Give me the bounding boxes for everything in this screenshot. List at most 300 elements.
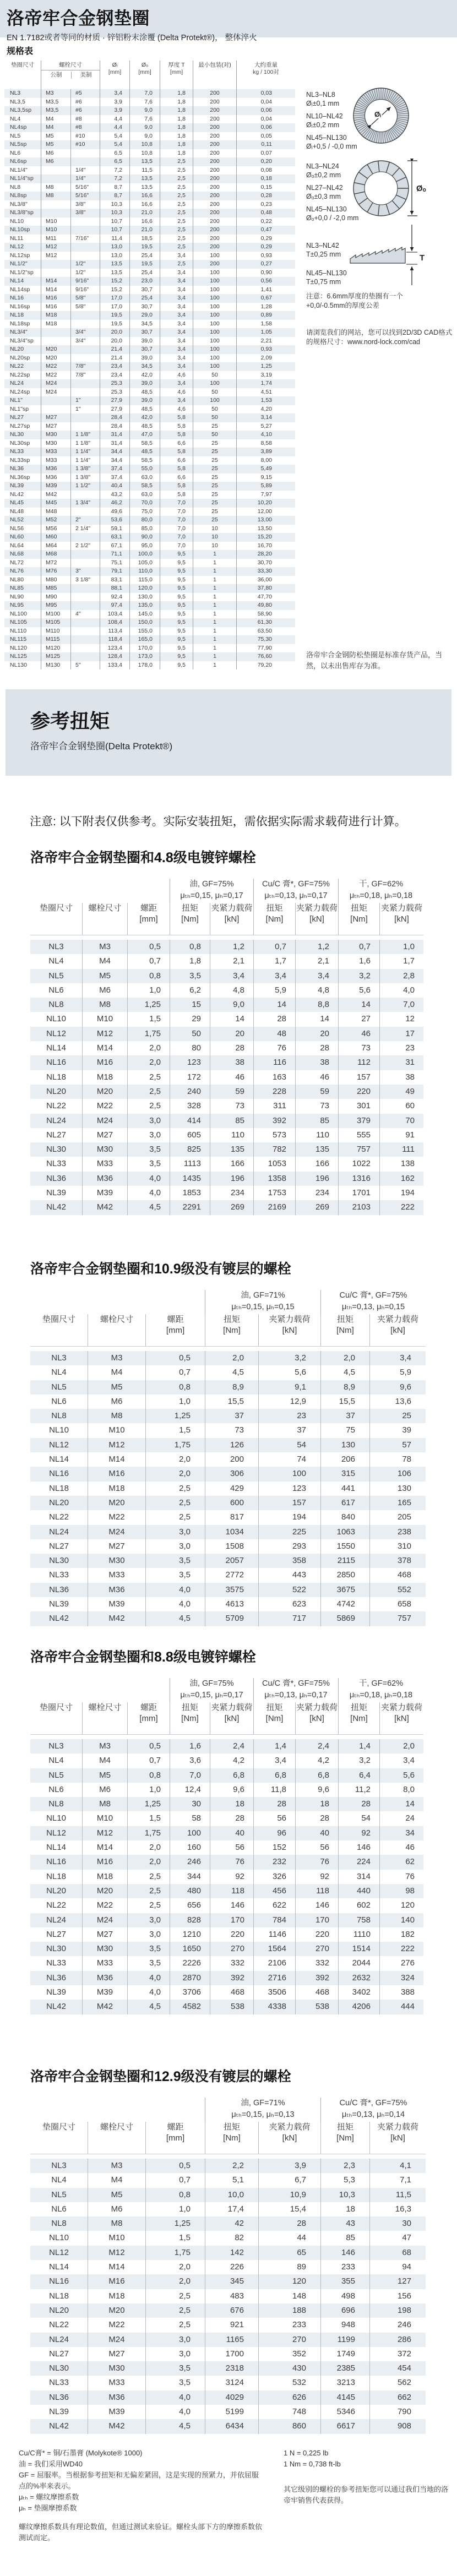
table-cell: 555 <box>338 1128 379 1142</box>
table-row <box>30 1956 423 1970</box>
table-cell: 1,25 <box>145 1409 205 1423</box>
table-cell: NL33 <box>49 2378 69 2388</box>
table-cell: 42,0 <box>129 413 160 422</box>
table-cell: 49,80 <box>236 601 295 610</box>
table-cell: 47,0 <box>129 431 160 439</box>
table-cell: 1550 <box>320 1539 369 1554</box>
table-row <box>4 652 295 661</box>
table-cell: 14 <box>379 1797 423 1811</box>
table-cell: M33 <box>82 1157 127 1171</box>
table-row <box>4 593 295 602</box>
footnote-paragraph: 其它级别的螺栓的参考扭矩您可以通过我们当地的洛帝牢销售代表获得。 <box>284 2485 449 2504</box>
table-cell: 1,8 <box>160 132 193 141</box>
table-cell: 3,2 <box>338 969 379 983</box>
table-cell: M14 <box>82 1840 127 1855</box>
table-row <box>4 320 295 329</box>
table-cell: 2,1 <box>210 954 253 968</box>
torque-table-10-9 <box>30 1258 426 1626</box>
table-cell: 200 <box>205 1452 258 1467</box>
table-cell: 5869 <box>320 1611 369 1626</box>
table-cell: 3,5 <box>127 1157 170 1171</box>
table-cell: 1 1/8" <box>70 431 100 439</box>
table-row <box>4 448 295 456</box>
table-cell: 25 <box>193 422 236 431</box>
table-cell: M6 <box>88 1395 145 1409</box>
table-cell: NL12 <box>46 1828 66 1838</box>
table-cell: 4206 <box>338 2000 379 2014</box>
column-label: 垫圈尺寸 <box>42 1315 75 1324</box>
table-cell: NL24 <box>49 2334 69 2344</box>
table-cell: 2044 <box>338 1956 379 1970</box>
table-cell: 3,5 <box>145 1568 205 1582</box>
table-cell: 200 <box>193 132 236 141</box>
table-cell: 9,5 <box>160 559 193 568</box>
table-row <box>4 235 295 243</box>
table-cell: 1,75 <box>127 1027 170 1041</box>
table-cell: M125 <box>41 652 70 661</box>
table-cell: 200 <box>193 98 236 107</box>
table-cell: 3,0 <box>127 1114 170 1128</box>
table-cell: 9/16" <box>70 277 100 286</box>
table-cell: 1165 <box>205 2333 258 2347</box>
table-cell: M18 <box>88 1482 145 1496</box>
table-cell: #8 <box>70 123 100 132</box>
table-cell: 2,0 <box>145 1467 205 1481</box>
table-cell: 12 <box>379 1012 423 1026</box>
table-cell: 4,4 <box>100 115 129 124</box>
table-row <box>4 311 295 320</box>
table-row <box>30 2246 426 2260</box>
table-row <box>30 2333 426 2347</box>
table-row <box>30 1554 426 1568</box>
table-cell: 310 <box>369 1539 426 1554</box>
table-cell: 0,08 <box>236 166 295 175</box>
table-cell: NL10 <box>49 2233 69 2243</box>
table-cell: 2,0 <box>145 2274 205 2289</box>
table-cell: M33 <box>41 456 70 465</box>
table-cell <box>70 627 100 636</box>
table-cell: 16,3 <box>369 2202 426 2216</box>
table-cell: NL3/8" <box>10 200 28 208</box>
table-cell: 105,0 <box>129 559 160 568</box>
friction-group-header: 油, GF=71% μₜₕ=0,15, μₕ=0,15 <box>205 1290 320 1314</box>
table-cell: 146 <box>210 1898 253 1913</box>
table-cell: 0,11 <box>236 140 295 149</box>
table-cell: 106 <box>369 1467 426 1481</box>
table-cell: 9,5 <box>160 644 193 653</box>
table-cell: NL56 <box>10 525 24 532</box>
table-cell: 20 <box>210 1027 253 1041</box>
table-cell: 48,5 <box>129 422 160 431</box>
table-cell: 8,9 <box>205 1380 258 1395</box>
column-label: 扭矩 [Nm] <box>170 1702 210 1734</box>
table-cell: 0,7 <box>145 1365 205 1380</box>
washer-cross-section <box>348 220 425 290</box>
table-cell: 1 <box>193 644 236 653</box>
table-cell: NL3/4" <box>10 329 28 335</box>
col-header-metric: 公制 <box>50 72 62 78</box>
table-cell: 4,1 <box>369 2159 426 2173</box>
table-cell: 115,0 <box>129 576 160 585</box>
table-cell: NL39 <box>46 1188 66 1198</box>
table-cell: 3,5 <box>145 1554 205 1568</box>
table-cell: M20 <box>82 1884 127 1898</box>
table-row <box>30 1884 423 1898</box>
table-cell: M130 <box>41 661 70 670</box>
table-cell: 4,5 <box>205 1365 258 1380</box>
table-cell <box>70 644 100 653</box>
table-cell: M12 <box>82 1826 127 1840</box>
table-cell: 7,0 <box>160 533 193 542</box>
table-cell: 38 <box>295 1055 338 1070</box>
table-cell: 0,5 <box>127 940 170 954</box>
table-cell: 1146 <box>253 1927 295 1942</box>
table-row <box>4 354 295 363</box>
table-cell: 172 <box>170 1070 210 1085</box>
table-cell: M8 <box>82 998 127 1012</box>
table-cell: NL3 <box>51 2161 67 2170</box>
table-cell: 6,8 <box>295 1768 338 1783</box>
table-cell <box>30 1678 170 1702</box>
table-cell: M6 <box>82 1783 127 1797</box>
table-cell: 63,50 <box>236 627 295 636</box>
table-cell: 3,5 <box>127 1942 170 1956</box>
table-cell: M16 <box>41 303 70 312</box>
table-row <box>30 1539 426 1554</box>
column-labels-row <box>30 2122 426 2154</box>
table-cell: NL30sp <box>10 439 30 446</box>
thickness-label: T <box>420 253 425 263</box>
table-cell: 345 <box>205 2274 258 2289</box>
table-cell: 1,8 <box>160 89 193 98</box>
table-cell: 2,0 <box>379 1739 423 1753</box>
table-cell: 3,4 <box>160 345 193 354</box>
inner-diameter-label: Øᵢ <box>374 110 381 118</box>
table-cell: NL6 <box>48 985 64 995</box>
table-cell: 5,49 <box>236 465 295 473</box>
table-cell: 15 <box>170 998 210 1012</box>
table-cell: M110 <box>41 627 70 636</box>
table-cell: 200 <box>193 183 236 192</box>
table-cell: NL27 <box>49 2349 69 2359</box>
table-cell: 246 <box>170 1855 210 1869</box>
table-cell: 6434 <box>205 2419 258 2433</box>
table-cell: 135,0 <box>129 601 160 610</box>
table-cell: NL76 <box>10 568 24 574</box>
spec-table-header <box>4 61 295 89</box>
table-cell: 5,9 <box>369 1365 426 1380</box>
table-cell: NL5sp <box>10 141 27 148</box>
table-cell: 13,00 <box>236 516 295 525</box>
table-cell: 25 <box>369 1409 426 1423</box>
table-cell: 220 <box>210 1927 253 1942</box>
table-cell: 15,5 <box>205 1395 258 1409</box>
table-cell: NL1"sp <box>10 405 29 412</box>
table-cell: M6 <box>41 149 70 158</box>
table-cell: 0,8 <box>127 1768 170 1783</box>
table-cell: 3,4 <box>160 396 193 405</box>
table-cell: 14 <box>338 998 379 1012</box>
table-cell: 0,22 <box>236 217 295 226</box>
table-cell: NL5 <box>10 132 21 139</box>
table-cell: 233 <box>320 2260 369 2274</box>
table-cell: M56 <box>41 525 70 533</box>
table-cell: 39,0 <box>129 379 160 388</box>
table-cell: 73 <box>205 1423 258 1437</box>
table-cell: M22 <box>82 1099 127 1113</box>
table-cell: 314 <box>338 1870 379 1884</box>
table-cell: 7,0 <box>379 998 423 1012</box>
table-cell: NL5 <box>51 1382 67 1392</box>
page-header <box>0 0 457 42</box>
table-cell: NL24 <box>46 1115 66 1125</box>
table-cell: 2,0 <box>320 1351 369 1365</box>
table-cell: 2,0 <box>145 2260 205 2274</box>
table-row <box>30 2274 426 2289</box>
table-cell: NL12 <box>46 1028 66 1038</box>
table-cell: 468 <box>369 1568 426 1582</box>
table-cell: NL18 <box>49 1483 69 1493</box>
table-cell: 5" <box>70 661 100 670</box>
table-row <box>30 1395 426 1409</box>
table-cell: 98 <box>379 1884 423 1898</box>
table-cell: 46,2 <box>100 499 129 508</box>
table-cell: 60 <box>379 1099 423 1113</box>
table-cell: 4145 <box>320 2390 369 2405</box>
table-cell: 58,5 <box>129 482 160 491</box>
table-row <box>30 2231 426 2245</box>
table-cell: 2,8 <box>379 969 423 983</box>
table-cell: 194 <box>379 1186 423 1200</box>
table-row <box>30 1971 423 1985</box>
table-cell: M39 <box>82 1985 127 2000</box>
table-cell: 0,5 <box>145 2159 205 2173</box>
friction-groups-row <box>30 1290 426 1314</box>
table-cell: 0,8 <box>170 940 210 954</box>
table-cell: 1,74 <box>236 379 295 388</box>
table-cell: 11,8 <box>253 1783 295 1797</box>
table-cell: M3 <box>88 1351 145 1365</box>
table-cell: 379 <box>338 1114 379 1128</box>
table-cell: 15,4 <box>258 2202 320 2216</box>
table-cell: 91 <box>379 1128 423 1142</box>
table-cell: M16 <box>82 1055 127 1070</box>
table-cell: NL18 <box>46 1871 66 1881</box>
column-label: 螺栓尺寸 <box>88 1314 145 1346</box>
table-cell: M14 <box>41 286 70 295</box>
table-cell: 1,25 <box>236 362 295 371</box>
table-cell: NL27 <box>49 1541 69 1551</box>
friction-groups-row <box>30 1678 423 1702</box>
table-cell: 73 <box>295 1099 338 1113</box>
table-cell: 46 <box>379 1840 423 1855</box>
table-cell: 392 <box>210 1971 253 1985</box>
table-cell: NL14sp <box>10 286 30 293</box>
table-cell: 2,0 <box>145 1452 205 1467</box>
table-cell: M33 <box>82 1956 127 1970</box>
table-cell: NL27sp <box>10 422 30 429</box>
table-cell: 840 <box>320 1510 369 1524</box>
table-cell: 2,4 <box>210 1739 253 1753</box>
table-cell: 3706 <box>170 1985 210 2000</box>
torque-table-body <box>30 1351 426 1626</box>
table-cell: M45 <box>41 499 70 508</box>
table-row <box>30 1157 423 1171</box>
table-cell: NL42 <box>46 1202 66 1212</box>
table-cell: 6,7 <box>258 2173 320 2187</box>
table-cell: M3 <box>41 89 70 98</box>
table-cell: 1358 <box>253 1172 295 1186</box>
table-cell: 828 <box>170 1913 210 1927</box>
table-cell: 100 <box>193 277 236 286</box>
table-cell: 76 <box>295 1855 338 1869</box>
table-cell: 85 <box>210 1114 253 1128</box>
table-cell: 234 <box>210 1186 253 1200</box>
table-cell: M3 <box>82 1739 127 1753</box>
table-cell: NL33 <box>46 1958 66 1968</box>
table-cell: 825 <box>170 1142 210 1157</box>
table-cell <box>30 1290 205 1314</box>
table-cell: 8,00 <box>236 456 295 465</box>
table-cell: NL20sp <box>10 354 30 361</box>
table-cell: 220 <box>338 1085 379 1099</box>
table-cell: 7,97 <box>236 491 295 499</box>
table-cell: 2,5 <box>127 1898 170 1913</box>
table-cell: 37 <box>320 1409 369 1423</box>
table-cell: M18 <box>82 1070 127 1085</box>
footnote-line: 1 N = 0,225 lb <box>284 2449 329 2457</box>
table-cell: 2318 <box>205 2361 258 2376</box>
table-cell <box>41 405 70 414</box>
table-cell: 2,4 <box>295 1739 338 1753</box>
table-cell: NL1/4"sp <box>10 175 34 182</box>
table-cell: 617 <box>320 1496 369 1510</box>
torque-notice: 注意: 以下附表仅供参考。实际安装扭矩，需依据实际需求载荷进行计算。 <box>30 815 406 828</box>
table-cell: 200 <box>193 106 236 115</box>
table-cell <box>41 209 70 217</box>
table-cell <box>70 550 100 559</box>
table-cell: NL45 <box>10 499 24 506</box>
table-cell: 0,28 <box>236 192 295 200</box>
table-cell: 3,4 <box>160 354 193 363</box>
table-cell: M20 <box>41 354 70 363</box>
column-label: 扭矩 [Nm] <box>338 903 379 935</box>
table-cell: 166 <box>295 1157 338 1171</box>
table-cell: 10,8 <box>129 149 160 158</box>
table-row <box>30 1525 426 1539</box>
table-row <box>4 542 295 551</box>
table-cell: M5 <box>82 969 127 983</box>
table-cell: 2870 <box>170 1971 210 1985</box>
table-cell: M120 <box>41 644 70 653</box>
table-cell: 344 <box>170 1870 210 1884</box>
table-cell: 0,29 <box>236 243 295 252</box>
table-row <box>4 559 295 568</box>
table-cell: 30,7 <box>129 286 160 295</box>
table-cell: 49 <box>379 1085 423 1099</box>
table-cell: 100 <box>193 294 236 303</box>
table-cell: 4,2 <box>210 1753 253 1768</box>
table-cell: 89 <box>258 2260 320 2274</box>
table-cell: 0,27 <box>236 260 295 269</box>
footnote-paragraph: 螺纹摩擦系数具有理论数值，但通过测试来验证。螺栓头部下方的摩擦系数依测试而定。 <box>19 2523 263 2542</box>
table-cell: 3,4 <box>160 379 193 388</box>
table-cell: M24 <box>41 388 70 397</box>
table-cell: 444 <box>379 2000 423 2014</box>
table-cell: 2,5 <box>160 192 193 200</box>
column-label: 扭矩 [Nm] <box>170 903 210 935</box>
table-cell: M12 <box>41 252 70 260</box>
footnote-line: 油 = 我们采用WD40 <box>19 2460 83 2468</box>
table-cell: 5/16" <box>70 192 100 200</box>
table-cell: 3/4" <box>70 337 100 346</box>
table-cell: 50 <box>193 431 236 439</box>
table-row <box>4 413 295 422</box>
table-cell: M22 <box>88 2318 145 2332</box>
column-label: 夹紧力载荷 [kN] <box>210 903 253 935</box>
footnote-line: Cu/C膏* = 铜/石墨膏 (Molykote® 1000) <box>19 2449 143 2457</box>
table-cell: NL10sp <box>10 226 30 233</box>
table-cell: 5,89 <box>236 482 295 491</box>
table-cell: 7/8" <box>70 371 100 380</box>
table-cell: NL30 <box>49 2363 69 2373</box>
table-cell: 6,4 <box>338 1768 379 1783</box>
table-cell: 9,1 <box>258 1380 320 1395</box>
table-cell: 7,0 <box>160 499 193 508</box>
column-label: 螺距 [mm] <box>145 1314 205 1346</box>
table-cell: 103,4 <box>100 610 129 619</box>
table-cell: M10 <box>82 1012 127 1026</box>
table-cell: 1,6 <box>338 954 379 968</box>
table-cell: 1199 <box>320 2333 369 2347</box>
table-cell: 3,6 <box>170 1753 210 1768</box>
table-cell: 2,5 <box>145 1496 205 1510</box>
table-cell: 54 <box>258 1438 320 1452</box>
table-cell: 80 <box>170 1041 210 1055</box>
table-cell: NL18 <box>49 2291 69 2301</box>
column-label: 扭矩 [Nm] <box>320 1314 369 1346</box>
table-cell: 19,5 <box>100 311 129 320</box>
table-cell: 3,5 <box>145 2361 205 2376</box>
table-cell: 2169 <box>253 1200 295 1215</box>
table-cell: M36 <box>88 2390 145 2405</box>
table-cell: NL42 <box>49 2421 69 2431</box>
table-cell: M42 <box>82 2000 127 2014</box>
torque-table-4-8 <box>30 847 423 1215</box>
table-cell: 73 <box>210 1099 253 1113</box>
table-cell: 92 <box>338 1826 379 1840</box>
table-cell: M12 <box>41 243 70 252</box>
table-cell: 4,51 <box>236 388 295 397</box>
table-cell: 3575 <box>205 1583 258 1597</box>
table-cell: M14 <box>88 2260 145 2274</box>
table-cell: 162 <box>379 1172 423 1186</box>
table-cell: NL1" <box>10 397 23 404</box>
table-cell: M95 <box>41 601 70 610</box>
table-cell: 178,0 <box>129 661 160 670</box>
table-cell: 75 <box>320 1423 369 1437</box>
table-cell: 163 <box>253 1070 295 1085</box>
table-cell: 3,4 <box>160 337 193 346</box>
table-cell: 676 <box>205 2303 258 2318</box>
table-cell: 39,0 <box>129 354 160 363</box>
table-cell: 25,4 <box>129 269 160 277</box>
table-cell: 1749 <box>320 2347 369 2361</box>
table-cell: 130 <box>320 1438 369 1452</box>
table-cell: 155,0 <box>129 627 160 636</box>
table-cell: 37,80 <box>236 584 295 593</box>
table-cell: 622 <box>253 1898 295 1913</box>
